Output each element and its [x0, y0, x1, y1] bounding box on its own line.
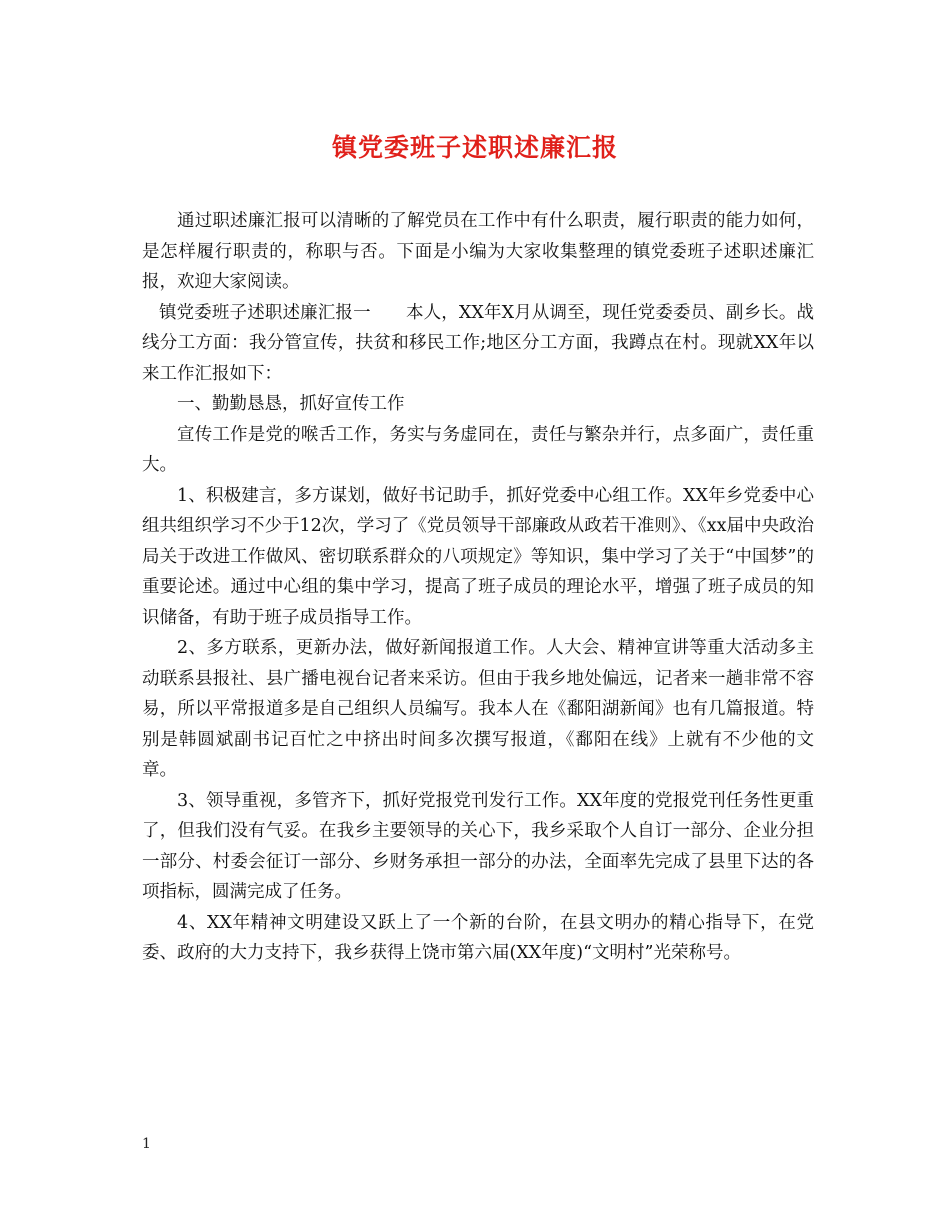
page-number: 1 — [142, 1136, 151, 1152]
paragraph-report-heading: 镇党委班子述职述廉汇报一 本人，XX年X月从调至，现任党委委员、副乡长。战线分工方面：我分管宣传，扶贫和移民工作;地区分工方面，我蹲点在村。现就XX年以来工作汇报如下： — [142, 302, 814, 384]
paragraph-intro: 通过职述廉汇报可以清晰的了解党员在工作中有什么职责，履行职责的能力如何，是怎样履行职责的，称职与否。下面是小编为大家收集整理的镇党委班子述职述廉汇报，欢迎大家阅读。 — [142, 211, 814, 292]
section-heading-publicity: 一、勤勤恳恳，抓好宣传工作 — [177, 394, 405, 414]
paragraph-item-2: 2、多方联系，更新办法，做好新闻报道工作。人大会、精神宣讲等重大活动多主动联系县报社、县广播电视台记者来采访。但由于我乡地处偏远，记者来一趟非常不容易，所以平常报道多是自己组织人员编写。我本人在《鄱阳湖新闻》也有几篇报道。特别是韩圆斌副书记百忙之中挤出时间多次撰写报道，《鄱阳在线》上就有不少他的文章。 — [142, 638, 814, 780]
paragraph-item-4: 4、XX年精神文明建设又跃上了一个新的台阶，在县文明办的精心指导下，在党委、政府的大力支持下，我乡获得上饶市第六届(XX年度)“文明村”光荣称号。 — [142, 912, 814, 963]
document-title: 镇党委班子述职述廉汇报 — [331, 133, 618, 162]
paragraph-publicity-overview: 宣传工作是党的喉舌工作，务实与务虚同在，责任与繁杂并行，点多面广，责任重大。 — [142, 424, 814, 475]
paragraph-item-1: 1、积极建言，多方谋划，做好书记助手，抓好党委中心组工作。XX年乡党委中心组共组织学习不少于12次，学习了《党员领导干部廉政从政若干准则》、《xx届中央政治局关于改进工作做风、密切联系群众的八项规定》等知识，集中学习了关于“中国梦”的重要论述。通过中心组的集中学习，提高了班子成员的理论水平，增强了班子成员的知识储备，有助于班子成员指导工作。 — [142, 485, 815, 628]
paragraph-item-3: 3、领导重视，多管齐下，抓好党报党刊发行工作。XX年度的党报党刊任务性更重了，但我们没有气妥。在我乡主要领导的关心下，我乡采取个人自订一部分、企业分担一部分、村委会征订一部分、乡财务承担一部分的办法，全面率先完成了县里下达的各项指标，圆满完成了任务。 — [142, 790, 814, 902]
document-body — [142, 206, 814, 969]
